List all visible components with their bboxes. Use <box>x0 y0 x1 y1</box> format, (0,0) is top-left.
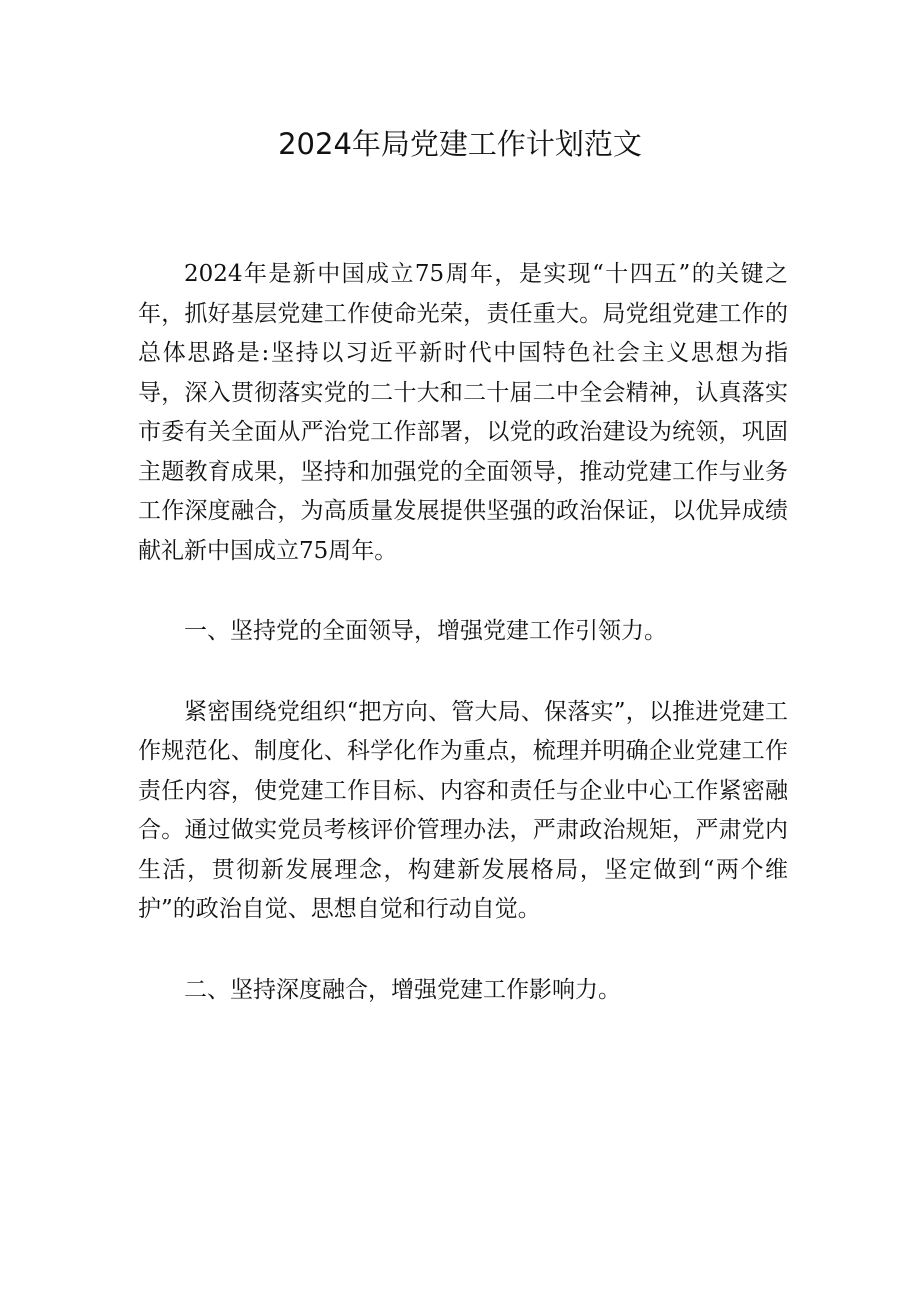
section-2-heading: 二、坚持深度融合，增强党建工作影响力。 <box>184 976 621 1003</box>
document-title: 2024年局党建工作计划范文 <box>278 127 642 161</box>
intro-paragraph: 2024年是新中国成立75周年，是实现“十四五”的关键之年，抓好基层党建工作使命光荣，责任重大。局党组党建工作的总体思路是:坚持以习近平新时代中国特色社会主义思想为指导，深入贯彻落实党的二十大和二十届二中全会精神，认真落实市委有关全面从严治党工作部署，以党的政治建设为统领，巩固主题教育成果，坚持和加强党的全面领导，推动党建工作与业务工作深度融合，为高质量发展提供坚强的政治保证，以优异成绩献礼新中国成立75周年。 <box>138 261 788 564</box>
section-1-heading: 一、坚持党的全面领导，增强党建工作引领力。 <box>184 618 667 644</box>
document-body <box>138 255 788 1010</box>
section-1-paragraph: 紧密围绕党组织“把方向、管大局、保落实”，以推进党建工作规范化、制度化、科学化作为重点，梳理并明确企业党建工作责任内容，使党建工作目标、内容和责任与企业中心工作紧密融合。通过做实党员考核评价管理办法，严肃政治规矩，严肃党内生活，贯彻新发展理念，构建新发展格局，坚定做到“两个维护”的政治自觉、思想自觉和行动自觉。 <box>138 698 788 922</box>
